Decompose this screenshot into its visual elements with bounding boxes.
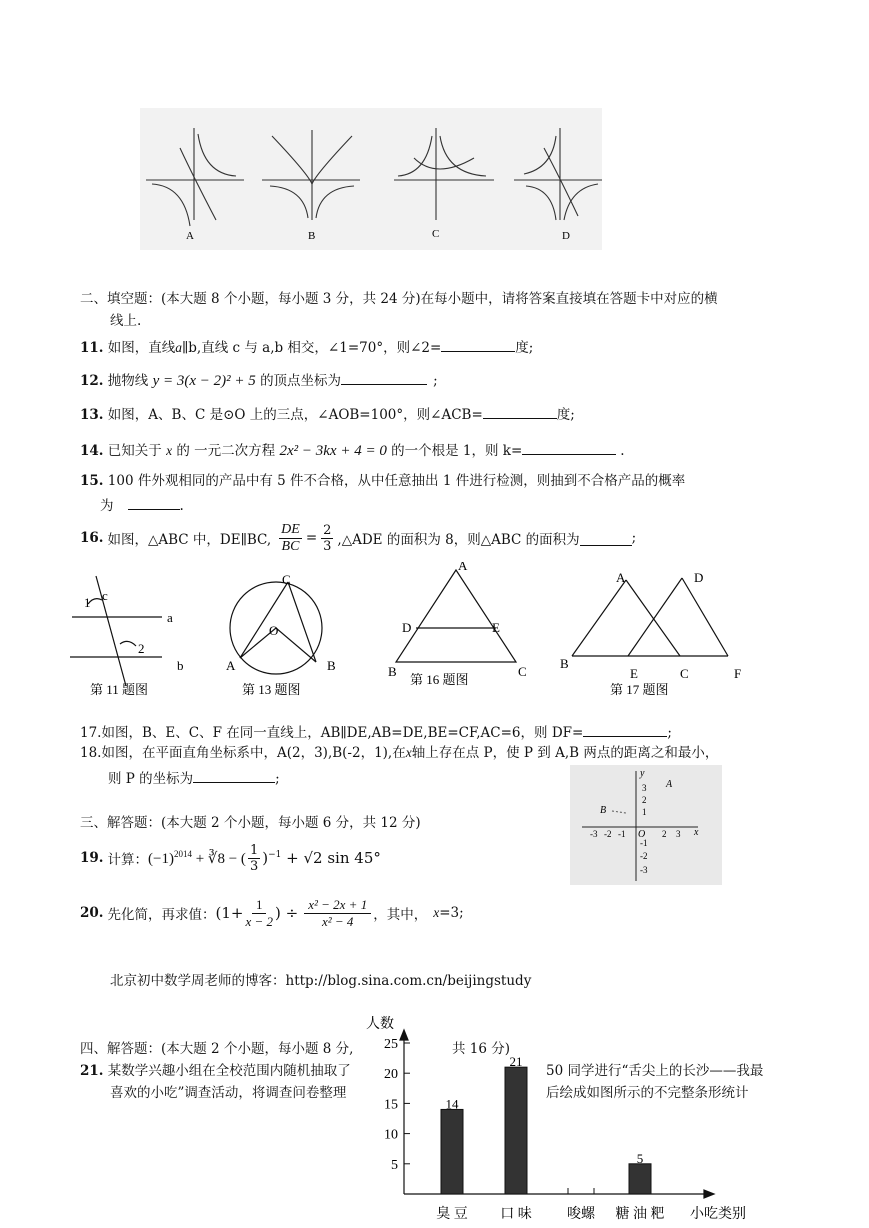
- fig16-caption: 第 16 题图: [410, 672, 469, 687]
- q14-text-c: 的一个根是 1，则 k=: [391, 443, 523, 459]
- q19-formula-tail: [262, 849, 381, 867]
- fig11-caption: 第 11 题图: [90, 682, 149, 697]
- question-21: [80, 1062, 351, 1080]
- fig11-label: b: [177, 658, 184, 673]
- question-12: [80, 370, 438, 390]
- question-number: 11.: [80, 340, 104, 356]
- question-14: [80, 440, 625, 460]
- question-13: [80, 404, 575, 424]
- graph-a: [146, 128, 244, 226]
- fig17-label: D: [694, 570, 704, 585]
- q19-formula: [148, 849, 246, 868]
- fig18-label: O: [638, 829, 646, 840]
- blog-line: 北京初中数学周老师的博客：http://blog.sina.com.cn/beijingstudy: [110, 973, 532, 989]
- q20-p2: ) ÷: [275, 904, 299, 922]
- q19-frac-num: 1: [249, 842, 259, 858]
- q18-text-b: 轴上存在点 P，使 P 到 A,B 两点的距离之和最小，: [411, 745, 719, 761]
- q19-exp2: −1: [268, 850, 282, 860]
- q14-text-b: 的 一元二次方程: [176, 443, 276, 459]
- q11-text-c: 度;: [515, 340, 534, 356]
- question-20: [80, 890, 464, 936]
- figure-18-panel: [570, 765, 722, 885]
- q18-tail: ;: [275, 771, 280, 787]
- question-number: 18.: [80, 745, 102, 761]
- graph-options-panel: [140, 108, 602, 250]
- q19-fraction: [248, 843, 260, 874]
- fig11-label: 2: [138, 641, 145, 656]
- q16-val-den: 3: [323, 538, 332, 554]
- y-tick-label: 15: [384, 1097, 398, 1113]
- q20-p1: (1+: [215, 904, 244, 922]
- question-number: 12.: [80, 373, 104, 389]
- question-number: 14.: [80, 443, 104, 459]
- fig18-tick: -2: [640, 851, 648, 861]
- section3-heading: 三、解答题：(本大题 2 个小题，每小题 6 分，共 12 分): [80, 815, 421, 831]
- bar-chart: [360, 1010, 760, 1225]
- fig18-label: y: [640, 768, 645, 779]
- answer-blank[interactable]: [483, 404, 557, 419]
- bar-data-label: 21: [509, 1054, 523, 1070]
- q16-value: [321, 523, 333, 554]
- fig17-label: C: [680, 666, 689, 681]
- fig18-tick: 1: [642, 807, 647, 817]
- answer-blank[interactable]: [193, 768, 275, 783]
- q15-text-c: .: [179, 498, 184, 514]
- q21-line1: 某数学兴趣小组在全校范围内随机抽取了: [107, 1063, 351, 1079]
- y-tick-label: 10: [384, 1127, 398, 1143]
- category-label: 糖 油 粑: [615, 1207, 665, 1222]
- q12-formula: y = 3(x − 2)² + 5: [152, 373, 256, 389]
- q11-text-a: 如图，直线: [107, 340, 176, 356]
- q20-var: x: [433, 905, 440, 920]
- fig18-dash: [612, 811, 626, 813]
- fig18-label: x: [694, 827, 699, 838]
- q16-val-num: 2: [323, 522, 332, 538]
- chart-xlabel: 小吃类别: [690, 1207, 746, 1222]
- figure-row: [60, 562, 820, 702]
- q20-f1-den: x − 2: [245, 913, 274, 929]
- q16-text-b: ,△ADE 的面积为 8，则△ABC 的面积为: [337, 532, 580, 548]
- fig17-label: F: [734, 666, 742, 681]
- q19-frac-den: 3: [249, 858, 259, 874]
- fig13-label: A: [226, 658, 236, 673]
- fig16-label: E: [492, 620, 500, 635]
- question-17: [80, 722, 672, 742]
- graph-d: [514, 128, 602, 220]
- q20-f1-num: 1: [252, 897, 267, 914]
- fig18-tick: 2: [662, 829, 667, 839]
- graph-option-label: C: [432, 228, 440, 240]
- question-11: [80, 337, 533, 357]
- category-label: 臭 豆: [436, 1207, 468, 1222]
- bar-data-label: 14: [445, 1096, 459, 1112]
- q20-fraction-1: [245, 897, 273, 930]
- question-number: 20.: [80, 905, 104, 921]
- fig13-label: B: [327, 658, 336, 673]
- y-tick-label: 25: [384, 1037, 398, 1052]
- fig13-label: C: [282, 572, 291, 587]
- q18-var: x: [405, 745, 412, 760]
- answer-blank[interactable]: [583, 722, 667, 737]
- question-18: [80, 744, 718, 762]
- y-axis-arrow: [400, 1030, 408, 1040]
- fig13-label: O: [269, 623, 279, 638]
- fig17-label: A: [616, 570, 626, 585]
- answer-blank[interactable]: [441, 337, 515, 352]
- question-number: 19.: [80, 850, 104, 866]
- bar: [505, 1067, 527, 1194]
- q16-eq: =: [305, 530, 318, 546]
- question-number: 16.: [80, 530, 104, 546]
- q21-right2: 后绘成如图所示的不完整条形统计: [546, 1085, 749, 1101]
- q13-text-c: 度;: [556, 407, 575, 423]
- graph-option-label: A: [186, 230, 194, 242]
- fig18-tick: -3: [640, 865, 648, 875]
- section4-heading: 四、解答题：(本大题 2 个小题，每小题 8 分,: [80, 1041, 354, 1057]
- category-label: 口 味: [500, 1207, 532, 1222]
- q12-text-a: 抛物线: [107, 373, 149, 389]
- fig18-tick: 3: [676, 829, 681, 839]
- bar: [629, 1164, 651, 1194]
- q13-text-a: 如图，A、B、C 是⊙O 上的三点，∠AOB=100°，则∠ACB=: [107, 407, 483, 423]
- answer-blank[interactable]: [580, 531, 632, 546]
- bar: [441, 1109, 463, 1194]
- question-number: 17.: [80, 725, 102, 741]
- q21-line2: 喜欢的小吃”调查活动，将调查问卷整理: [110, 1085, 347, 1101]
- q20-tail: ，其中，: [373, 907, 428, 923]
- fig18-tick: -2: [604, 829, 612, 839]
- fig11-label: c: [102, 588, 108, 603]
- q20-text: 先化简，再求值：: [107, 907, 216, 923]
- fig16-label: D: [402, 620, 412, 635]
- fig17-caption: 第 17 题图: [610, 682, 669, 697]
- fig17-label: E: [630, 666, 638, 681]
- graph-b: [262, 130, 360, 220]
- fig18-label: A: [666, 779, 673, 790]
- fig18-tick: 3: [642, 783, 647, 793]
- q18-text-a: 如图，在平面直角坐标系中，A(2，3),B(-2，1),在: [101, 745, 406, 761]
- fig13-caption: 第 13 题图: [242, 682, 301, 697]
- q21-right1: 50 同学进行“舌尖上的长沙——我最: [546, 1063, 764, 1079]
- fig18-tick: -1: [618, 829, 626, 839]
- q16-fraction: [279, 522, 302, 555]
- fig18-tick: -1: [640, 838, 648, 848]
- question-18-cont: [108, 768, 280, 788]
- q18-text-c: 则 P 的坐标为: [108, 771, 194, 787]
- question-number: 13.: [80, 407, 104, 423]
- question-16: [80, 516, 636, 560]
- q20-f2-num: x² − 2x + 1: [304, 897, 371, 914]
- question-19: [80, 838, 381, 878]
- fig11-label: 1: [84, 595, 91, 610]
- question-15-cont: [100, 495, 184, 515]
- q12-text-b: 的顶点坐标为: [260, 373, 342, 389]
- q17-text: 如图，B、E、C、F 在同一直线上，AB∥DE,AB=DE,BE=CF,AC=6，则 DF=: [101, 725, 584, 741]
- answer-blank[interactable]: [341, 370, 427, 385]
- category-label: 唆螺: [567, 1207, 595, 1222]
- q11-text-b: ∥b,直线 c 与 a,b 相交，∠1=70°，则∠2=: [182, 340, 442, 356]
- y-tick-label: 5: [391, 1157, 398, 1173]
- bar-data-label: 5: [636, 1150, 644, 1166]
- q14-var: x: [166, 443, 173, 458]
- q16-text-a: 如图，△ABC 中，DE∥BC,: [107, 532, 272, 548]
- q16-text-c: ;: [631, 530, 637, 546]
- chart-ylabel: 人数: [366, 1017, 394, 1032]
- answer-blank[interactable]: [128, 495, 180, 510]
- answer-blank[interactable]: [522, 440, 616, 455]
- graph-option-label: B: [308, 230, 316, 242]
- graph-c: [394, 128, 494, 220]
- fig18-tick: -3: [590, 829, 598, 839]
- fig18-label: B: [600, 805, 607, 816]
- fig18-tick: 2: [642, 795, 647, 805]
- q20-tail2: =3;: [439, 905, 464, 921]
- q19-text: 计算：: [107, 852, 148, 868]
- section4-heading-tail: 共 16 分): [452, 1041, 511, 1057]
- q19-p4: + √2 sin 45°: [286, 849, 381, 867]
- q20-fraction-2: [304, 897, 371, 930]
- q20-f2-den: x² − 4: [321, 913, 354, 929]
- q14-text-a: 已知关于: [107, 443, 162, 459]
- question-number: 21.: [80, 1063, 104, 1079]
- fig11-label: a: [167, 610, 173, 625]
- q14-formula: 2x² − 3kx + 4 = 0: [279, 443, 387, 459]
- q11-var: a: [175, 340, 183, 355]
- fig17-label: B: [560, 656, 569, 671]
- q15-text-b: 为: [100, 498, 114, 514]
- graph-options-figure: [140, 108, 602, 250]
- q14-text-d: .: [620, 443, 625, 459]
- q19-p1: (−1): [148, 850, 174, 867]
- fig16-label: C: [518, 664, 527, 679]
- q19-p2: + ∛8 − (: [195, 850, 246, 867]
- graph-option-label: D: [562, 230, 570, 242]
- question-number: 15.: [80, 473, 104, 489]
- y-tick-label: 20: [384, 1067, 398, 1083]
- figure-11: [70, 576, 162, 686]
- q15-text-a: 100 件外观相同的产品中有 5 件不合格，从中任意抽出 1 件进行检测，则抽到不合格产品的概率: [107, 473, 686, 489]
- figure-17: [572, 578, 728, 656]
- q16-frac-den: BC: [281, 538, 300, 554]
- q19-exp1: 2014: [173, 848, 192, 859]
- fig16-label: A: [458, 562, 468, 573]
- q19-p3: ): [262, 849, 269, 867]
- section2-heading-cont: 线上.: [110, 313, 142, 329]
- section2-heading: 二、填空题：(本大题 8 个小题，每小题 3 分，共 24 分)在每小题中，请将答案直接填在答题卡中对应的横: [80, 291, 718, 307]
- q16-frac-num: DE: [281, 521, 300, 537]
- figure-16: [396, 570, 516, 662]
- q12-text-c: ;: [433, 373, 438, 389]
- x-axis-arrow: [704, 1190, 714, 1198]
- question-15: [80, 472, 685, 490]
- fig16-label: B: [388, 664, 397, 679]
- q17-tail: ;: [667, 725, 672, 741]
- figure-18: [570, 765, 722, 885]
